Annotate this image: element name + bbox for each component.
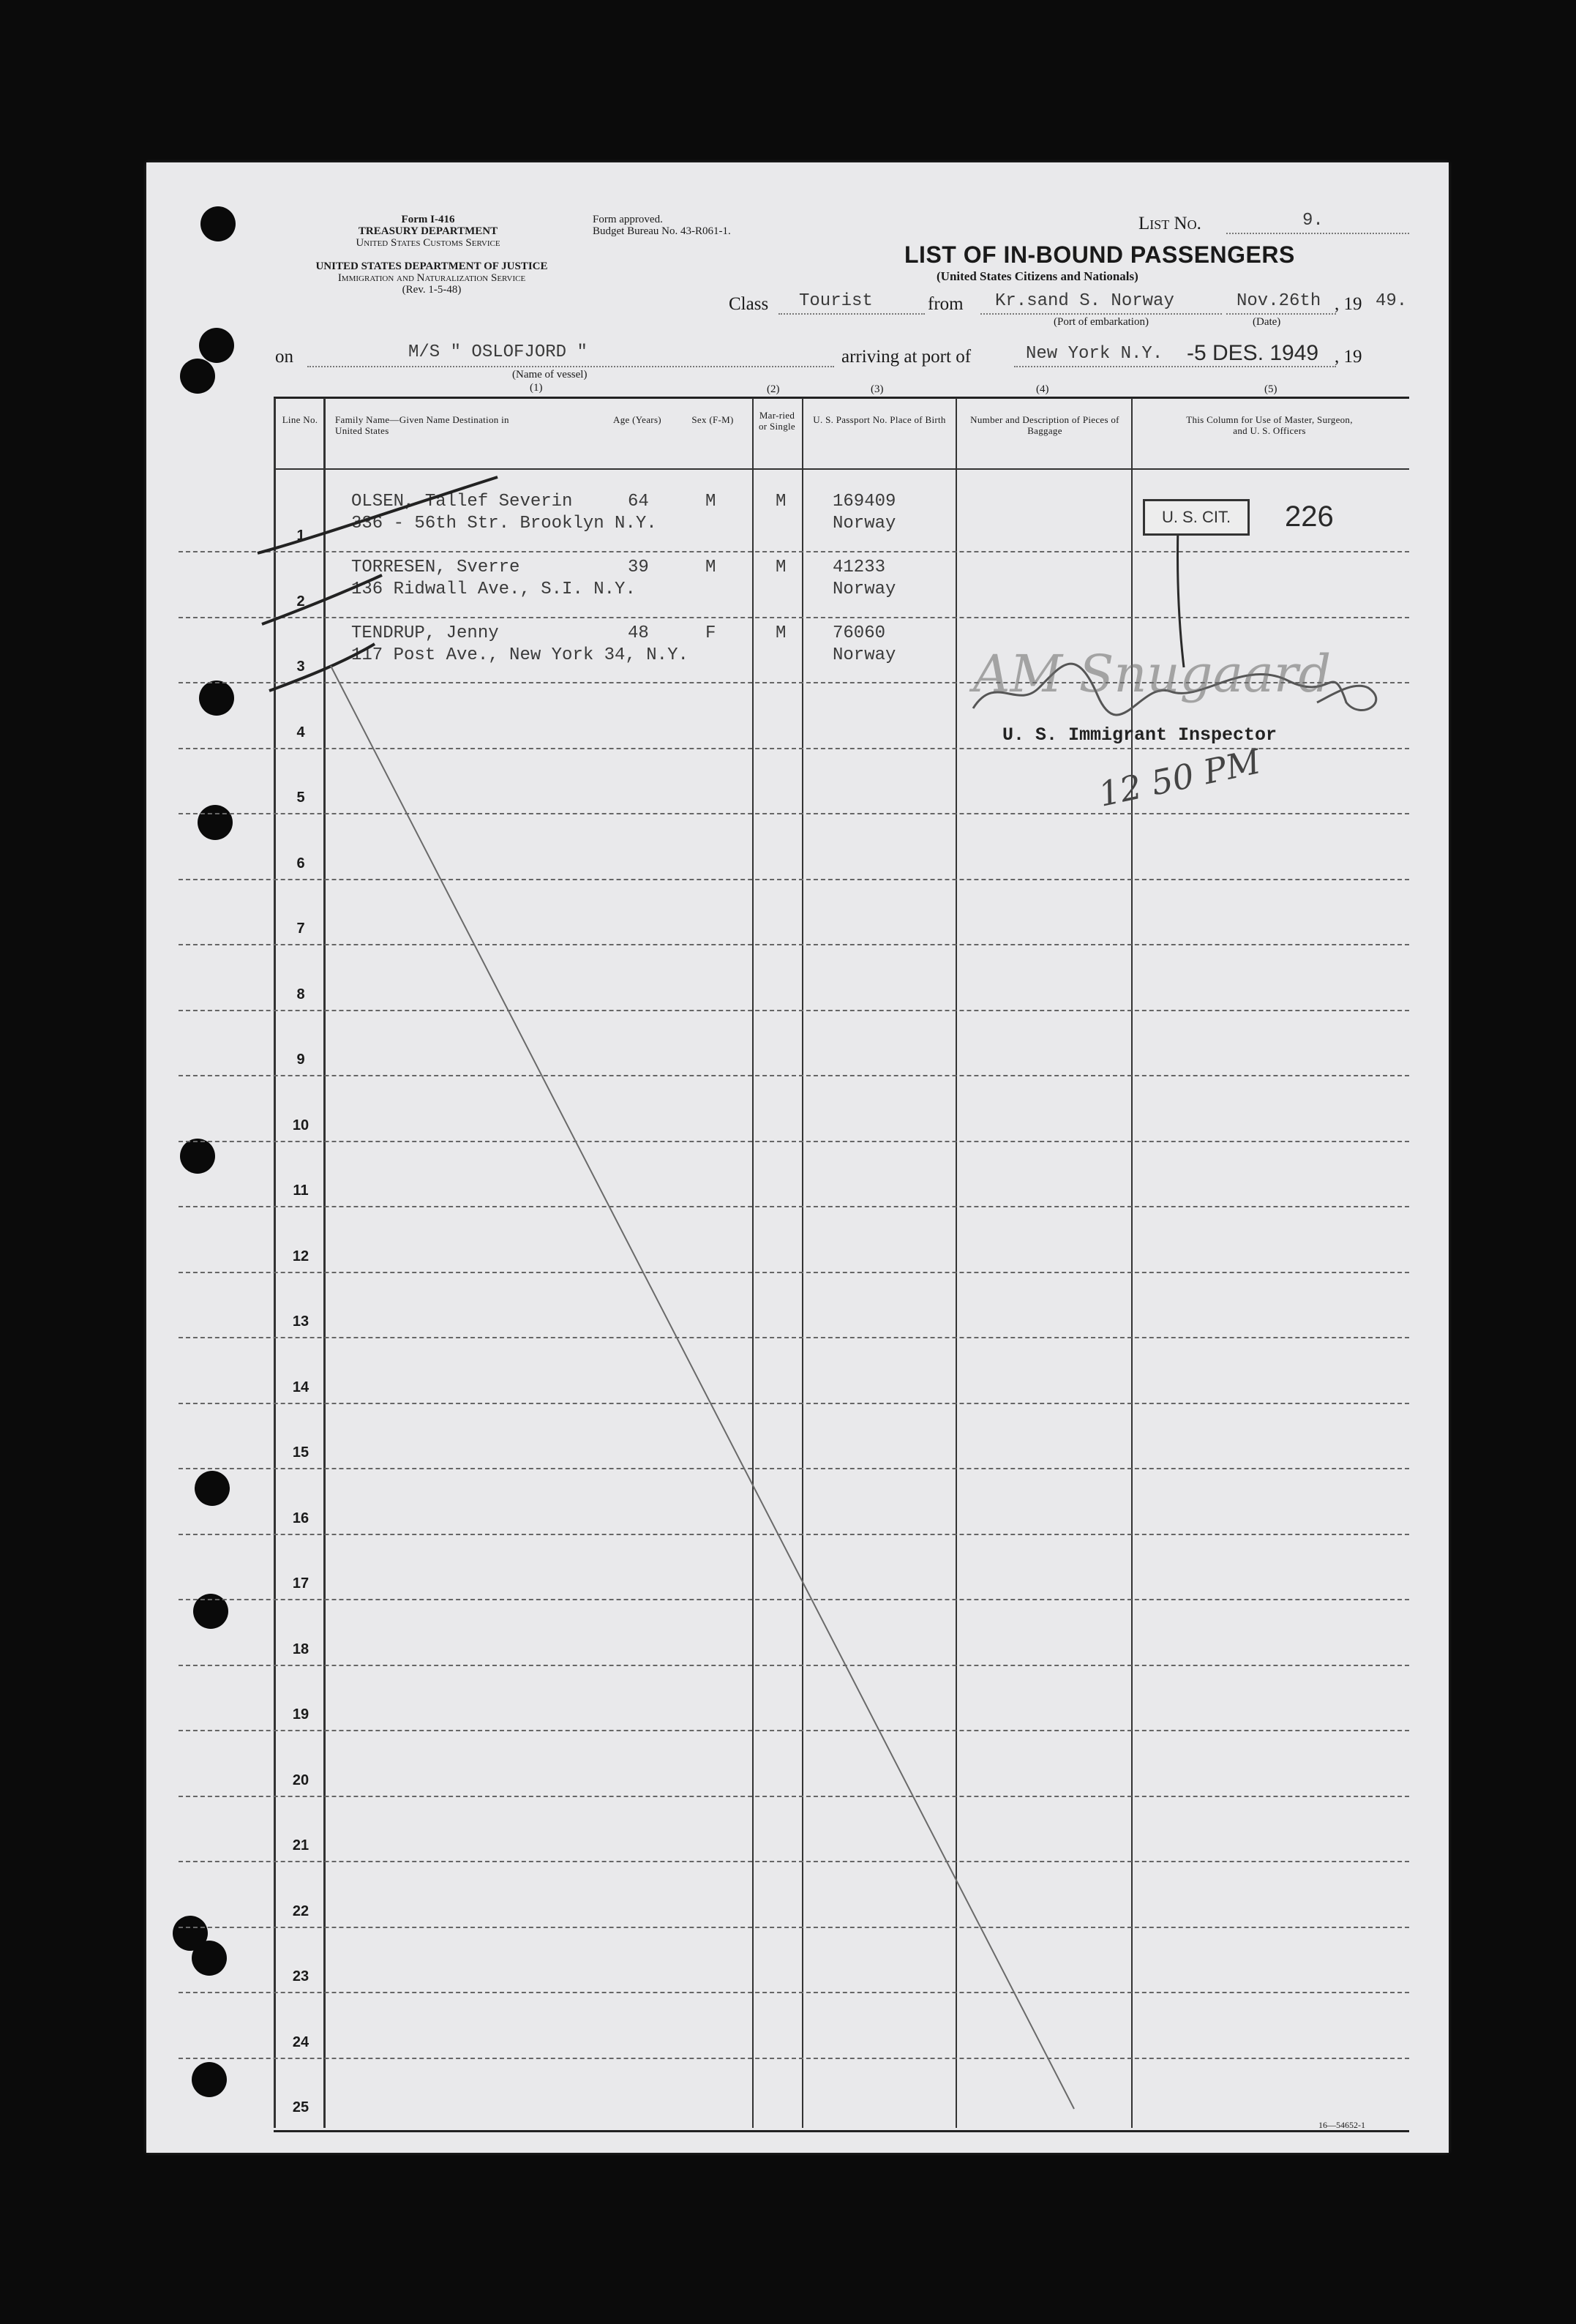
header-age: Age (Years) [613, 414, 661, 425]
justice-dept: UNITED STATES DEPARTMENT OF JUSTICE [315, 260, 548, 272]
col-num-5: (5) [1264, 383, 1277, 395]
header-officers: This Column for Use of Master, Surgeon, and U. S. Officers [1186, 414, 1353, 436]
inspector-signature: AM Snugaard [973, 644, 1332, 704]
passenger-passport-number: 76060 [833, 623, 886, 643]
passenger-name: TENDRUP, Jenny [351, 623, 499, 643]
line-number: 7 [296, 921, 305, 937]
passenger-destination: 136 Ridwall Ave., S.I. N.Y. [351, 580, 636, 599]
line-number: 25 [292, 2099, 309, 2115]
port-embarkation-caption: (Port of embarkation) [1054, 316, 1149, 328]
stamp-number: 226 [1285, 501, 1334, 533]
header-line-no: Line No. [282, 414, 318, 425]
vessel-col-num: (1) [530, 382, 543, 394]
form-number: Form I-416 [401, 214, 455, 225]
customs-service: United States Customs Service [356, 237, 500, 249]
date-caption: (Date) [1253, 316, 1281, 328]
passenger-passport-number: 41233 [833, 558, 886, 577]
from-label: from [928, 294, 964, 314]
vessel-caption: (Name of vessel) [512, 369, 588, 381]
passenger-passport-number: 169409 [833, 492, 896, 511]
line-number: 15 [292, 1444, 309, 1461]
line-number: 4 [296, 724, 305, 741]
inspector-title: U. S. Immigrant Inspector [1002, 724, 1277, 746]
budget-bureau: Budget Bureau No. 43-R061-1. [593, 225, 731, 237]
line-number: 22 [292, 1903, 309, 1919]
passenger-destination: 117 Post Ave., New York 34, N.Y. [351, 645, 688, 665]
passenger-age: 39 [628, 558, 649, 577]
ins-service: Immigration and Naturalization Service [337, 272, 526, 284]
line-number: 3 [296, 659, 305, 675]
line-number: 11 [293, 1182, 309, 1199]
line-number: 8 [296, 986, 305, 1002]
passenger-name: TORRESEN, Sverre [351, 558, 520, 577]
class-value: Tourist [799, 291, 873, 311]
passenger-destination: 336 - 56th Str. Brooklyn N.Y. [351, 514, 657, 533]
header-married: Mar-ried or Single [758, 410, 795, 432]
line-number: 19 [292, 1706, 309, 1723]
passenger-name: OLSEN, Tallef Severin [351, 492, 573, 511]
passenger-birthplace: Norway [833, 580, 896, 599]
header-name: Family Name—Given Name Destination in United States [335, 414, 509, 436]
print-code: 16—54652-1 [1318, 2120, 1365, 2130]
col-num-3: (3) [871, 383, 884, 395]
passenger-marital-status: M [776, 623, 787, 643]
vessel-value: M/S " OSLOFJORD " [408, 342, 588, 362]
year-prefix: , 19 [1335, 294, 1362, 314]
line-number: 9 [296, 1052, 305, 1068]
class-label: Class [729, 294, 769, 314]
line-number: 10 [292, 1117, 309, 1133]
passenger-marital-status: M [776, 558, 787, 577]
line-number: 14 [292, 1379, 309, 1395]
inspection-time-note: 12 50 PM [1095, 741, 1264, 814]
line-number: 2 [296, 593, 305, 610]
line-number: 6 [296, 855, 305, 872]
on-label: on [275, 347, 293, 367]
cancel-line [331, 666, 1074, 2109]
treasury-dept: TREASURY DEPARTMENT [358, 225, 498, 237]
line-number: 23 [292, 1968, 309, 1984]
check-mark-row-1 [258, 477, 498, 553]
passenger-sex: F [705, 623, 716, 643]
line-number: 1 [296, 528, 305, 544]
revision-date: (Rev. 1-5-48) [402, 284, 462, 296]
passenger-birthplace: Norway [833, 514, 896, 533]
line-number: 20 [292, 1772, 309, 1788]
line-number: 5 [296, 790, 305, 806]
col-num-2: (2) [767, 383, 780, 395]
arrival-date-stamp: -5 DES. 1949 [1187, 341, 1319, 365]
check-mark-row-2 [262, 575, 382, 624]
line-number: 13 [292, 1313, 309, 1330]
header-passport: U. S. Passport No. Place of Birth [813, 414, 946, 425]
arrival-port-value: New York N.Y. [1026, 344, 1163, 364]
list-no-label: List No. [1138, 214, 1201, 233]
passenger-age: 64 [628, 492, 649, 511]
line-number: 16 [292, 1510, 309, 1526]
line-number: 21 [292, 1837, 309, 1853]
check-mark-row-3 [269, 644, 375, 691]
passenger-marital-status: M [776, 492, 787, 511]
page-title: LIST OF IN-BOUND PASSENGERS [904, 241, 1295, 268]
year-value: 49. [1376, 291, 1408, 311]
passenger-sex: M [705, 492, 716, 511]
passenger-birthplace: Norway [833, 645, 896, 665]
date-value: Nov.26th [1237, 291, 1321, 311]
line-number: 18 [292, 1641, 309, 1657]
passenger-sex: M [705, 558, 716, 577]
header-baggage: Number and Description of Pieces of Baggage [970, 414, 1119, 436]
page-subtitle: (United States Citizens and Nationals) [937, 269, 1138, 283]
line-number: 12 [292, 1248, 309, 1264]
header-sex: Sex (F-M) [691, 414, 734, 425]
passenger-age: 48 [628, 623, 649, 643]
arriving-label: arriving at port of [841, 347, 972, 367]
arrival-year-suffix: , 19 [1335, 347, 1362, 367]
from-value: Kr.sand S. Norway [995, 291, 1174, 311]
us-cit-stamp-text: U. S. CIT. [1161, 508, 1231, 526]
col-num-4: (4) [1036, 383, 1049, 395]
form-approved: Form approved. [593, 214, 663, 225]
list-no-value: 9. [1302, 211, 1324, 230]
line-number: 24 [292, 2034, 309, 2050]
line-number: 17 [292, 1575, 309, 1592]
us-cit-stamp [1143, 499, 1250, 536]
